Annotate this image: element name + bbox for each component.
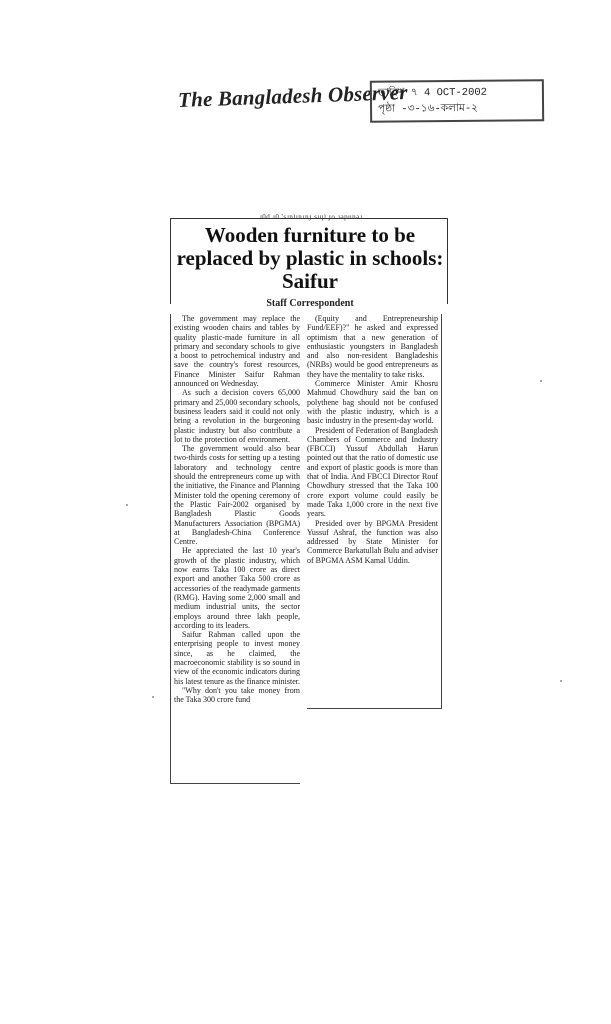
scan-speck (152, 696, 154, 698)
paragraph: "Why don't you take money from the Taka 300 crore fund (174, 685, 300, 705)
paragraph: Saifur Rahman called upon the enterprising people to invest money since, as he claimed, the macroeconomic stability is so sound in view of the economic indicators during his latest tenure as the finance minister. (174, 630, 300, 686)
paragraph: The government would also bear two-thirds costs for setting up a testing laboratory and technology centre should the entrepreneurs come up with the initiative, the Finance and Planning Minister told the opening ceremony of the Plastic Fair-2002 organised by Bangladesh Plastic Goods Manufacturers Association (BPGMA) at Bangladesh-China Conference Centre. (174, 444, 300, 547)
scan-speck (540, 380, 542, 382)
scan-speck (126, 504, 128, 506)
paragraph: He appreciated the last 10 year's growth of the plastic industry, which now earns Taka 100 crore as direct export and another Taka 500 crore as accessories of the readymade garments (RMG). Having some 2,000 small and medium industrial units, the sector employs around three lakh people, according to its leaders. (174, 546, 300, 630)
paragraph: Presided over by BPGMA President Yussuf Ashraf, the function was also addressed by State Minister for Commerce Barkatullah Bulu and adviser of BPGMA ASM Kamal Uddin. (307, 518, 438, 565)
stamp-page-line: পৃষ্ঠা -৩-১৬-কলাম-২ (378, 102, 478, 116)
date-stamp (370, 79, 544, 123)
paragraph: (Equity and Entrepreneurship Fund/EEF)?" he asked and expressed optimism that a new generation of enthusiastic youngsters in Bangladesh and also non-resident Bangladeshis (NRBs) would be good entrepreneurs as they have the mentality to take risks. (307, 314, 438, 379)
news-clipping (160, 214, 455, 794)
article-headline: Wooden furniture to be replaced by plastic in schools: Saifur (176, 223, 444, 293)
paragraph: As such a decision covers 65,000 primary and 25,000 secondary schools, business leaders said it could not only bring a revolution in the burgeoning plastic industry but also contribute a lot to the protection of environment. (174, 388, 300, 444)
paragraph: The government may replace the existing wooden chairs and tables by quality plastic-made furniture in all primary and secondary schools to give a boost to petrochemical industry and save the country's forest resources, Finance Minister Saifur Rahman announced on Wednesday. (174, 314, 300, 389)
article-column-2 (307, 314, 442, 709)
newspaper-masthead: The Bangladesh Observer (177, 79, 409, 113)
scan-speck (560, 680, 562, 682)
stamp-date-line: তারিখ ৭ 4 OCT-2002 (377, 86, 488, 100)
paragraph: President of Federation of Bangladesh Chambers of Commerce and Industry (FBCCI) Yussuf Abdullah Harun pointed out that the ratio of domestic use and export of plastic goods is more than that of India. And FBCCI Director Rouf Chowdhury stressed that the Taka 100 crore export volume could easily be made Taka 1,000 crore in the next five years. (307, 425, 438, 519)
paragraph: Commerce Minister Amir Khosru Mahmud Chowdhury said the ban on polythene bag should not be confused with the plastic industry, which is a basic industry in the present-day world. (307, 379, 438, 426)
article-column-1 (170, 314, 300, 784)
article-byline: Staff Correspondent (266, 298, 354, 309)
clipped-reverse-text: ɹ0d ɹ0 'sɹnʇınɹnɟ sıɥʇ ɟo ɹǝpunǝɹ (259, 214, 363, 221)
